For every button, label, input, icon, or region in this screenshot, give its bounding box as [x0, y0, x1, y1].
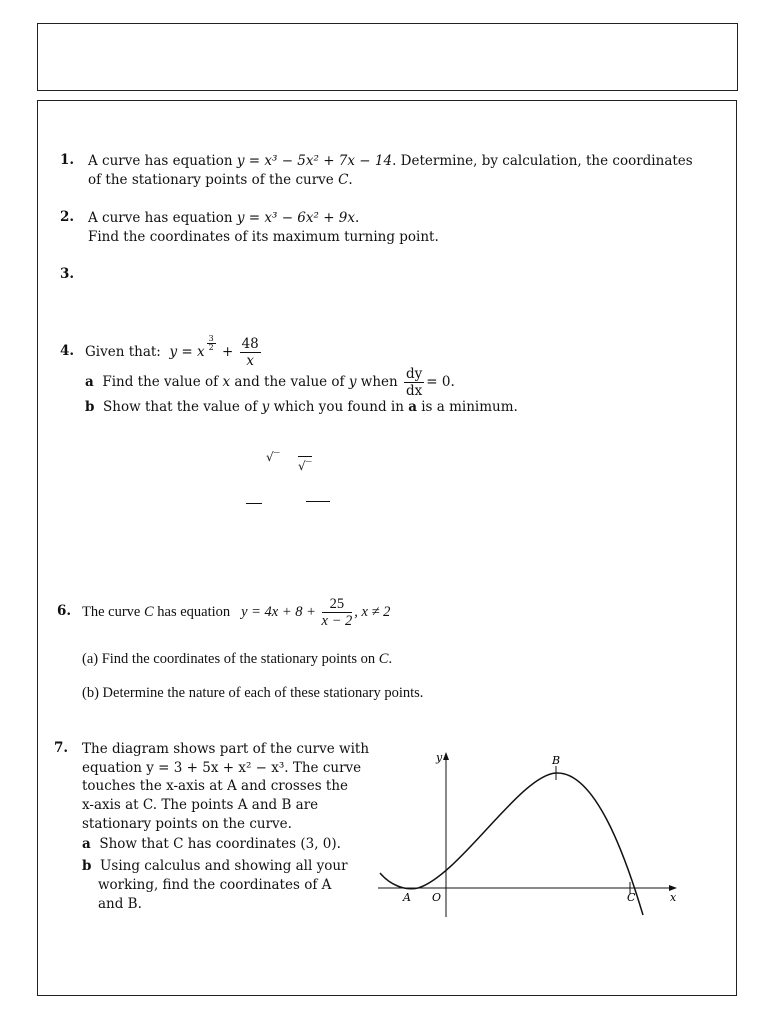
header-box: [37, 23, 738, 91]
y-label: y: [436, 751, 443, 764]
q7-line-4: x-axis at C. The points A and B are: [82, 797, 319, 813]
q6-number: 6.: [57, 603, 72, 619]
q5-radical-1: √‾: [266, 450, 280, 464]
b-label: B: [552, 754, 561, 767]
a-label: A: [403, 891, 411, 904]
q5-dash-1: [246, 503, 262, 504]
q6-part-b: (b) Determine the nature of each of these stationary points.: [82, 685, 424, 701]
q7-part-a: a Show that C has coordinates (3, 0).: [82, 836, 341, 852]
q7-line-1: The diagram shows part of the curve with: [82, 741, 370, 757]
q5-radical-2: √‾: [298, 456, 312, 476]
q7-line-3: touches the x-axis at A and crosses the: [82, 778, 349, 794]
y-axis-arrow: [443, 752, 449, 760]
q7-line-5: stationary points on the curve.: [82, 816, 292, 832]
q7-part-b-2: working, find the coordinates of A: [98, 877, 332, 893]
q7-part-b-3: and B.: [98, 896, 142, 912]
curve: [380, 773, 643, 915]
q4-number: 4.: [60, 343, 75, 359]
curve-diagram: [370, 745, 690, 920]
q2-line1: A curve has equation y = x³ − 6x² + 9x.: [88, 210, 360, 226]
q7-line-2: equation y = 3 + 5x + x² − x³. The curve: [82, 760, 362, 776]
q3-number: 3.: [60, 266, 75, 282]
q4-part-a: a Find the value of x and the value of y when $\frac{dy}{dx}$ = 0.: [85, 366, 455, 399]
q6-part-a: (a) Find the coordinates of the stationary points on C.: [82, 651, 393, 667]
c-label: C: [627, 891, 636, 904]
q6-statement: The curve C has equation y = 4x + 8 + $\frac{25}{x - 2}$ , x ≠ 2: [82, 596, 391, 630]
q7-part-b-1: b Using calculus and showing all your: [82, 858, 348, 874]
q2-line2: Find the coordinates of its maximum turning point.: [88, 229, 439, 245]
q7-number: 7.: [54, 740, 69, 756]
q5-dash-2: [306, 501, 330, 502]
q1-line1: A curve has equation y = x³ − 5x² + 7x − 14. Determine, by calculation, the coordinates: [88, 153, 693, 169]
q2-number: 2.: [60, 209, 75, 225]
q1-number: 1.: [60, 152, 75, 168]
q4-part-b: b Show that the value of y which you found in a is a minimum.: [85, 399, 518, 415]
q4-given: Given that: y = x $\frac{3}{2}$ + $\frac{48}{x}$: [85, 334, 259, 369]
q1-line2: of the stationary points of the curve C.: [88, 172, 353, 188]
o-label: O: [432, 891, 442, 904]
x-label: x: [670, 891, 677, 904]
